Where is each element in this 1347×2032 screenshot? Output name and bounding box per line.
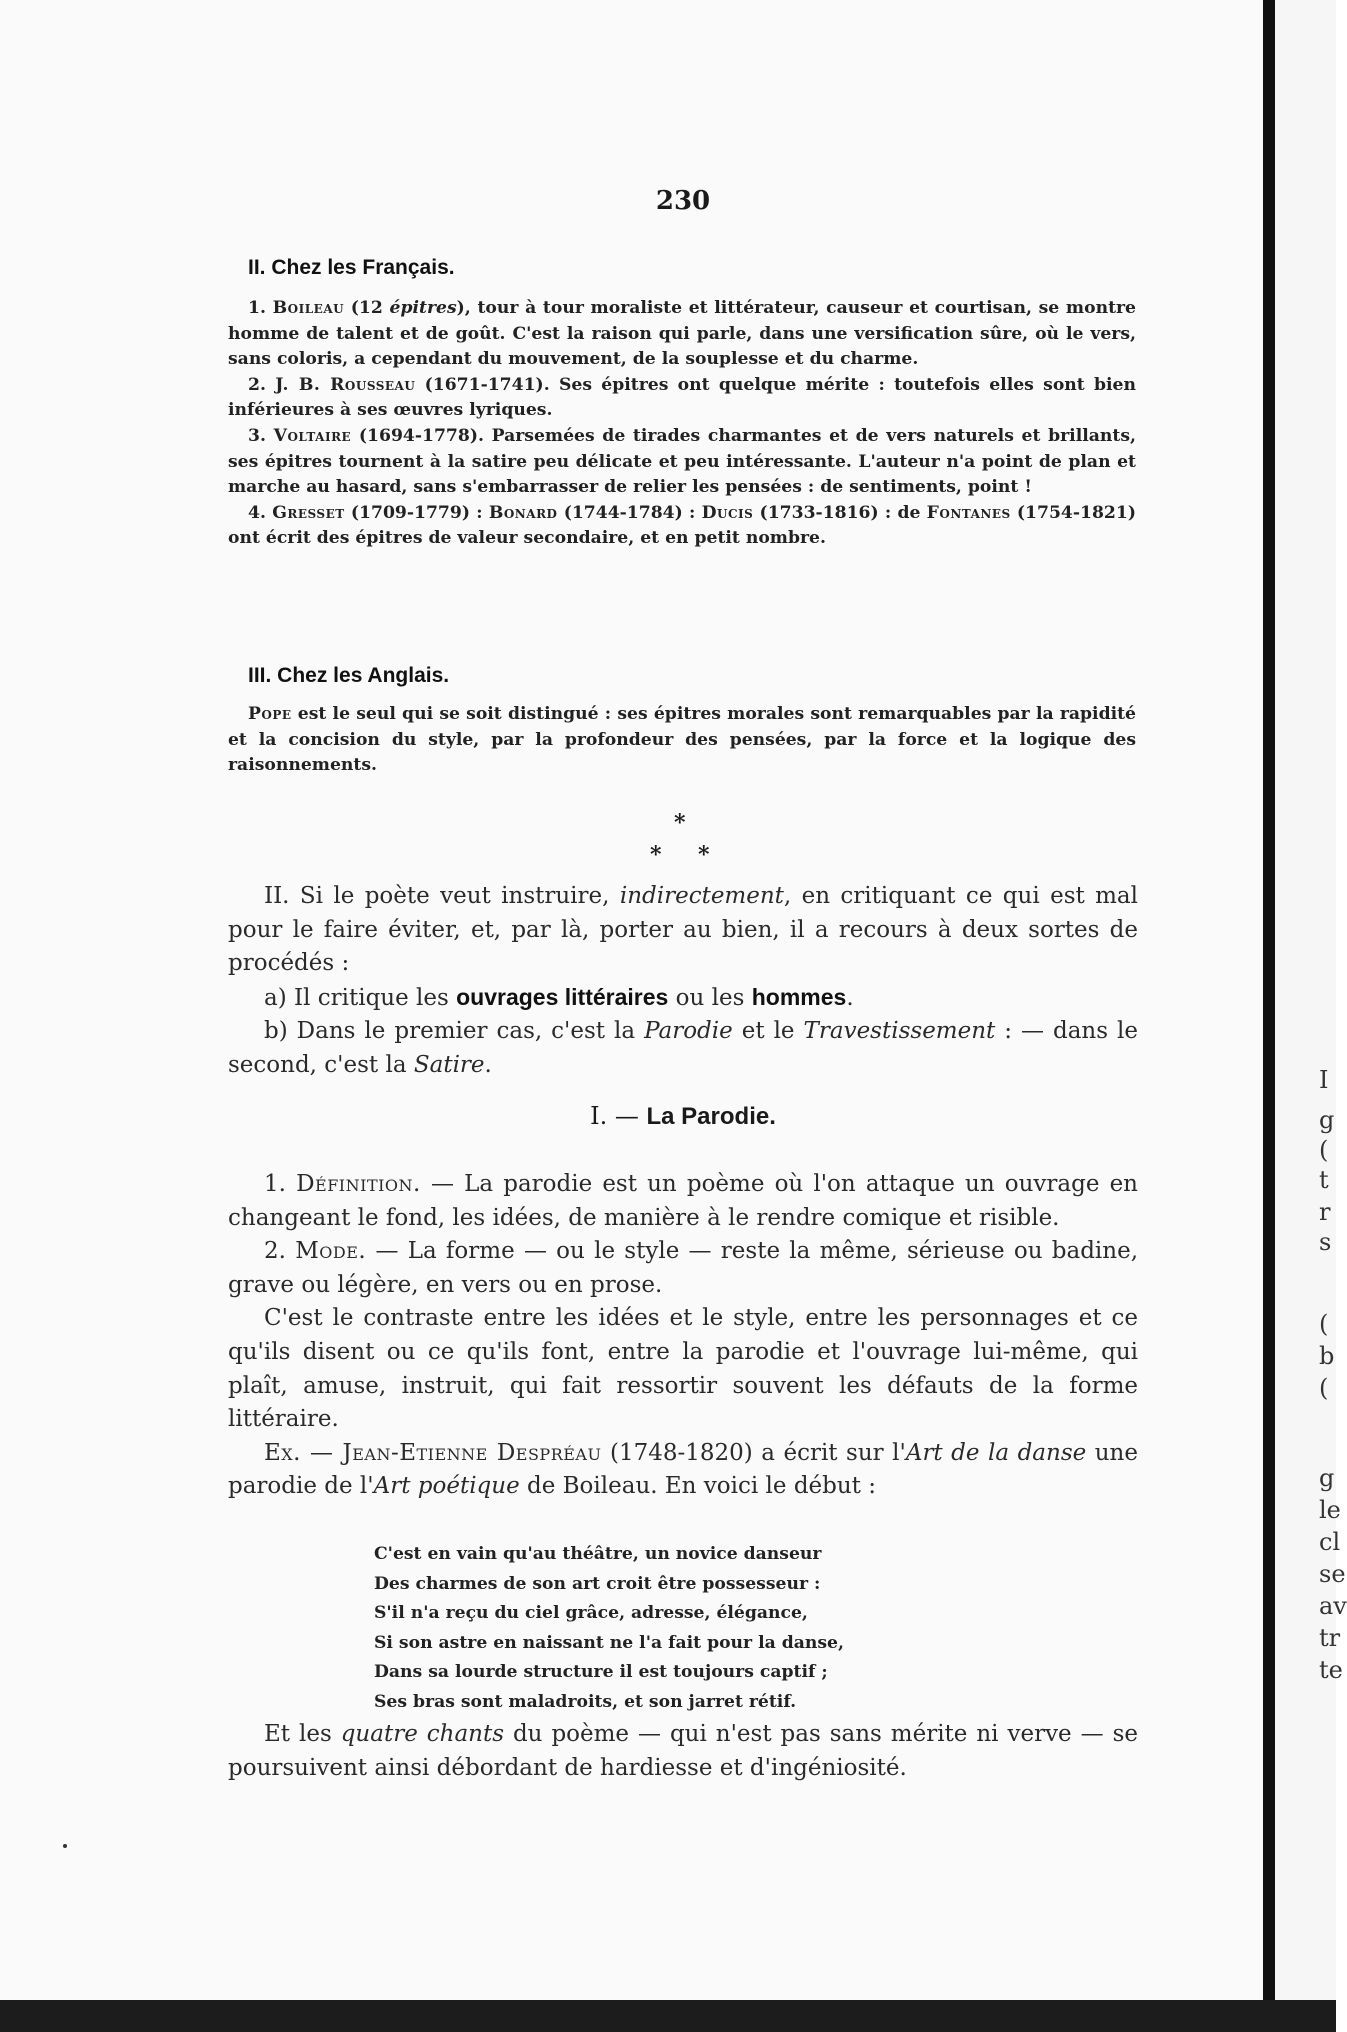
poem-line: Des charmes de son art croit être possesseur : [374,1573,821,1594]
separator-star: * [674,810,686,836]
poem-line: Ses bras sont maladroits, et son jarret rétif. [374,1691,797,1712]
fragment-char: b [1319,1342,1335,1370]
paragraph: II. Si le poète veut instruire, indirectement, en critiquant ce qui est mal pour le faire éviter, et, par là, porter au bien, il a recours à deux sortes de procédés : [228,883,1138,977]
fragment-char: I [1319,1066,1329,1094]
fragment-char: tr [1319,1624,1341,1652]
paragraph: 1. Définition. — La parodie est un poème où l'on attaque un ouvrage en changeant le fond, les idées, de manière à le rendre comique et risible. [228,1171,1138,1231]
fragment-char: t [1319,1166,1329,1194]
fragment-char: se [1319,1560,1346,1588]
satire-intro-block [228,880,1138,1083]
separator-star: * [650,842,662,868]
paragraph: Ex. — Jean-Etienne Despréau (1748-1820) a écrit sur l'Art de la danse une parodie de l'Art poétique de Boileau. En voici le début : [228,1439,1138,1500]
section-heading-french: II. Chez les Français. [248,256,455,279]
fragment-char: av [1319,1592,1347,1620]
section-separator [228,810,1138,870]
fragment-char: r [1319,1198,1331,1226]
list-item: Pope est le seul qui se soit distingué : ses épitres morales sont remarquables par la rapidité et la concision du style, par la profondeur des pensées, par la force et la logique des raisonnements. [228,704,1136,776]
closing-paragraph [228,1718,1138,1785]
paragraph: C'est le contraste entre les idées et le style, entre les personnages et ce qu'ils disent ou ce qu'ils font, entre la parodie et l'ouvrage lui-même, qui plaît, amuse, instruit, qui fait ressortir souvent les défauts de la forme littéraire. [228,1305,1138,1433]
list-item: 3. Voltaire (1694-1778). Parsemées de tirades charmantes et de vers naturels et brillants, ses épitres tournent à la satire peu délicate et peu intéressante. L'auteur n'a point de plan et marche au hasard, sans s'embarrasser de relier les pensées : de sentiments, point ! [228,425,1137,498]
section-title-parodie: I. — La Parodie. [590,1102,776,1130]
parodie-body-block [228,1168,1138,1504]
french-authors-block [228,296,1136,552]
fragment-char: s [1319,1228,1332,1256]
separator-star: * [698,842,710,868]
list-item: 1. Boileau (12 épitres), tour à tour moraliste et littérateur, causeur et courtisan, se montre homme de talent et de goût. C'est la raison qui parle, dans une versification sûre, où le vers, sans coloris, a cependant du mouvement, de la souplesse et du charme. [228,298,1136,370]
poem-quote [374,1540,974,1718]
poem-line: S'il n'a reçu du ciel grâce, adresse, élégance, [374,1603,808,1624]
english-authors-block [228,702,1136,779]
page-number: 230 [655,186,711,216]
paper-speck [63,1844,67,1848]
poem-line: C'est en vain qu'au théâtre, un novice danseur [374,1544,822,1564]
fragment-char: ( [1319,1136,1329,1164]
fragment-char: cl [1319,1528,1341,1556]
paragraph: 2. Mode. — La forme — ou le style — reste la même, sérieuse ou badine, grave ou légère, en vers ou en prose. [228,1238,1139,1298]
adjacent-page-fragment [1275,0,1347,2032]
fragment-char: ( [1319,1310,1329,1338]
scan-bottom-border [0,2000,1336,2032]
fragment-char: le [1319,1496,1341,1524]
fragment-char: g [1319,1106,1335,1134]
paragraph: Et les quatre chants du poème — qui n'est pas sans mérite ni verve — se poursuivent ainsi débordant de hardiesse et d'ingéniosité. [228,1721,1138,1781]
paragraph: b) Dans le premier cas, c'est la Parodie et le Travestissement : — dans le second, c'est la Satire. [228,1018,1138,1078]
fragment-char: te [1319,1656,1343,1684]
paragraph: a) Il critique les ouvrages littéraires ou les hommes. [264,983,854,1011]
fragment-char: g [1319,1464,1335,1492]
section-heading-english: III. Chez les Anglais. [248,664,450,687]
page-edge-shadow [1263,0,1275,2032]
list-item: 2. J. B. Rousseau (1671-1741). Ses épitres ont quelque mérite : toutefois elles sont bien inférieures à ses œuvres lyriques. [228,374,1136,421]
list-item: 4. Gresset (1709-1779) : Bonard (1744-1784) : Ducis (1733-1816) : de Fontanes (1754-1821) ont écrit des épitres de valeur secondaire, et en petit nombre. [228,502,1136,549]
poem-line: Dans sa lourde structure il est toujours captif ; [374,1662,828,1683]
fragment-char: ( [1319,1374,1329,1402]
poem-line: Si son astre en naissant ne l'a fait pour la danse, [374,1632,844,1653]
